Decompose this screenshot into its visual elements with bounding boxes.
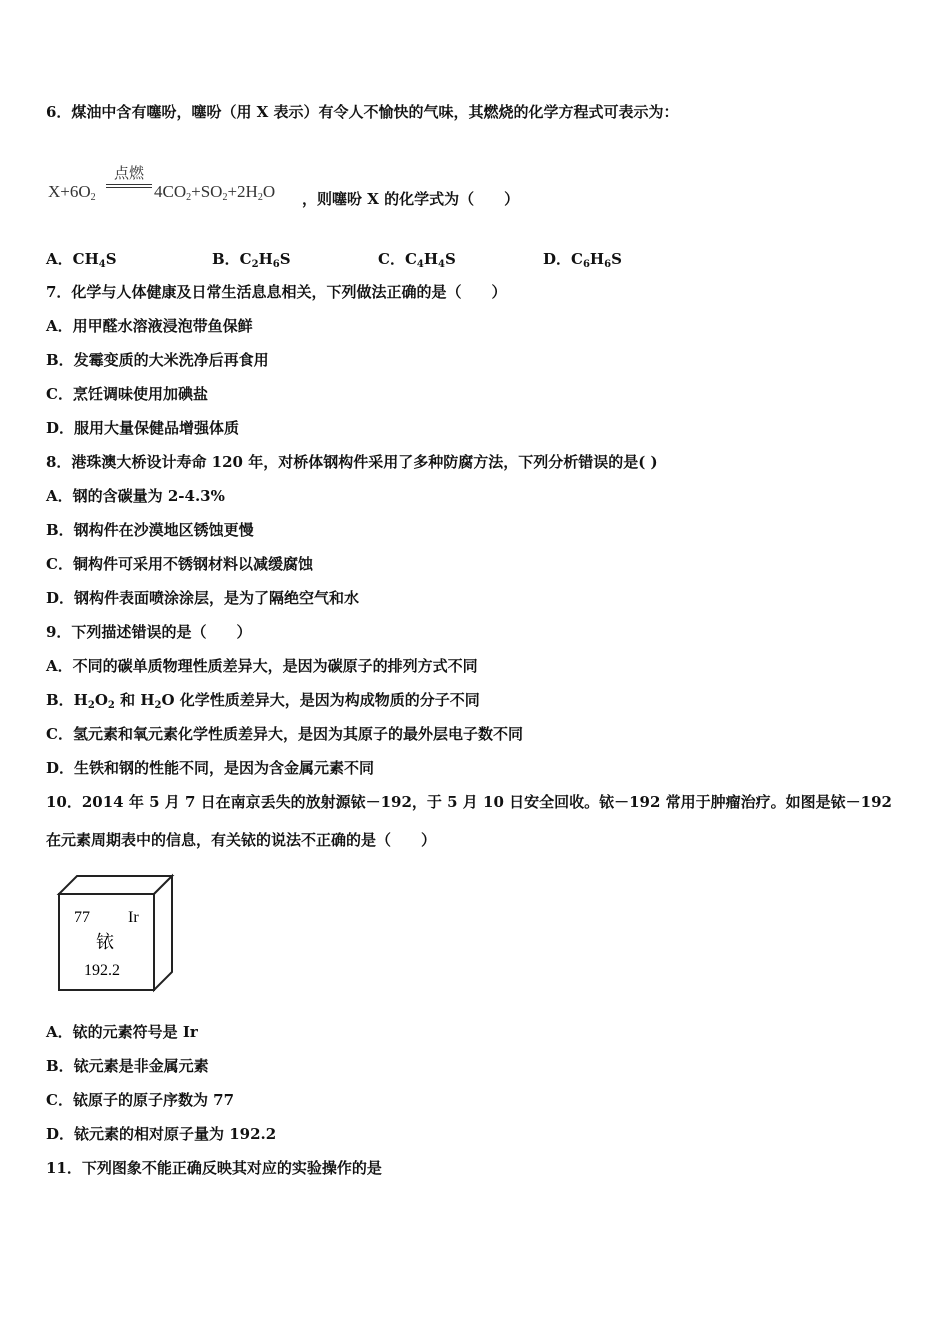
q10-option-a: A．铱的元素符号是 Ir: [46, 1023, 198, 1041]
q6-stem: 6．煤油中含有噻吩，噻吩（用 X 表示）有令人不愉快的气味，其燃烧的化学方程式可表示为：: [46, 103, 679, 121]
q10-option-d: D．铱元素的相对原子量为 192.2: [46, 1125, 277, 1143]
q8-stem: 8．港珠澳大桥设计寿命 120 年，对桥体钢构件采用了多种防腐方法，下列分析错误的是( ): [46, 453, 658, 471]
q6-tail: ，则噻吩 X 的化学式为（ ）: [302, 190, 520, 208]
element-symbol: Ir: [128, 909, 139, 926]
q6-option-a: A．$CH_4S$: [46, 250, 117, 270]
equation-condition: 点燃: [114, 166, 145, 182]
element-atomic-mass: 192.2: [84, 962, 120, 979]
q8-option-b: B．钢构件在沙漠地区锈蚀更慢: [46, 521, 254, 539]
q9-option-d: D．生铁和钢的性能不同，是因为含金属元素不同: [46, 759, 375, 777]
cube-top-face: [59, 876, 172, 894]
cube-side-face: [154, 876, 172, 990]
q9-option-c: C．氢元素和氧元素化学性质差异大，是因为其原子的最外层电子数不同: [46, 725, 523, 743]
equation-equals-top: [106, 184, 152, 185]
element-cell-iridium: [56, 872, 178, 994]
q7-option-c: C．烹饪调味使用加碘盐: [46, 385, 208, 403]
q7-option-b: B．发霉变质的大米洗净后再食用: [46, 351, 269, 369]
q8-option-d: D．钢构件表面喷涂涂层，是为了隔绝空气和水: [46, 589, 360, 607]
q10-stem-line2: 在元素周期表中的信息，有关铱的说法不正确的是（ ）: [46, 831, 437, 849]
q9-stem: 9．下列描述错误的是（ ）: [46, 623, 252, 641]
equation-rhs: $4CO_2+SO_2+2H_2O$: [154, 182, 276, 203]
element-atomic-number: 77: [74, 909, 90, 926]
q7-option-a: A．用甲醛水溶液浸泡带鱼保鲜: [46, 317, 253, 335]
q8-option-c: C．铜构件可采用不锈钢材料以减缓腐蚀: [46, 555, 313, 573]
q7-option-d: D．服用大量保健品增强体质: [46, 419, 240, 437]
q9-option-b: B．$H_2O_2$ 和 $H_2O$ 化学性质差异大，是因为构成物质的分子不同: [46, 691, 480, 711]
q10-option-c: C．铱原子的原子序数为 77: [46, 1091, 235, 1109]
q8-option-a: A．钢的含碳量为 2-4.3%: [46, 487, 225, 505]
equation-equals-bottom: [106, 187, 152, 188]
q6-option-d: D．$C_6H_6S$: [543, 250, 622, 270]
q7-stem: 7．化学与人体健康及日常生活息息相关，下列做法正确的是（ ）: [46, 283, 507, 301]
equation-lhs: $X+6O_2$: [48, 182, 96, 203]
q6-option-b: B．$C_2H_6S$: [212, 250, 291, 270]
q9-option-a: A．不同的碳单质物理性质差异大，是因为碳原子的排列方式不同: [46, 657, 478, 675]
q10-stem-line1: 10．2014 年 5 月 7 日在南京丢失的放射源铱－192，于 5 月 10 日安全回收。铱－192 常用于肿瘤治疗。如图是铱－192: [46, 793, 892, 811]
q11-stem: 11．下列图象不能正确反映其对应的实验操作的是: [46, 1159, 382, 1177]
q10-option-b: B．铱元素是非金属元素: [46, 1057, 209, 1075]
element-name: 铱: [96, 932, 114, 952]
q6-option-c: C．$C_4H_4S$: [378, 250, 456, 270]
